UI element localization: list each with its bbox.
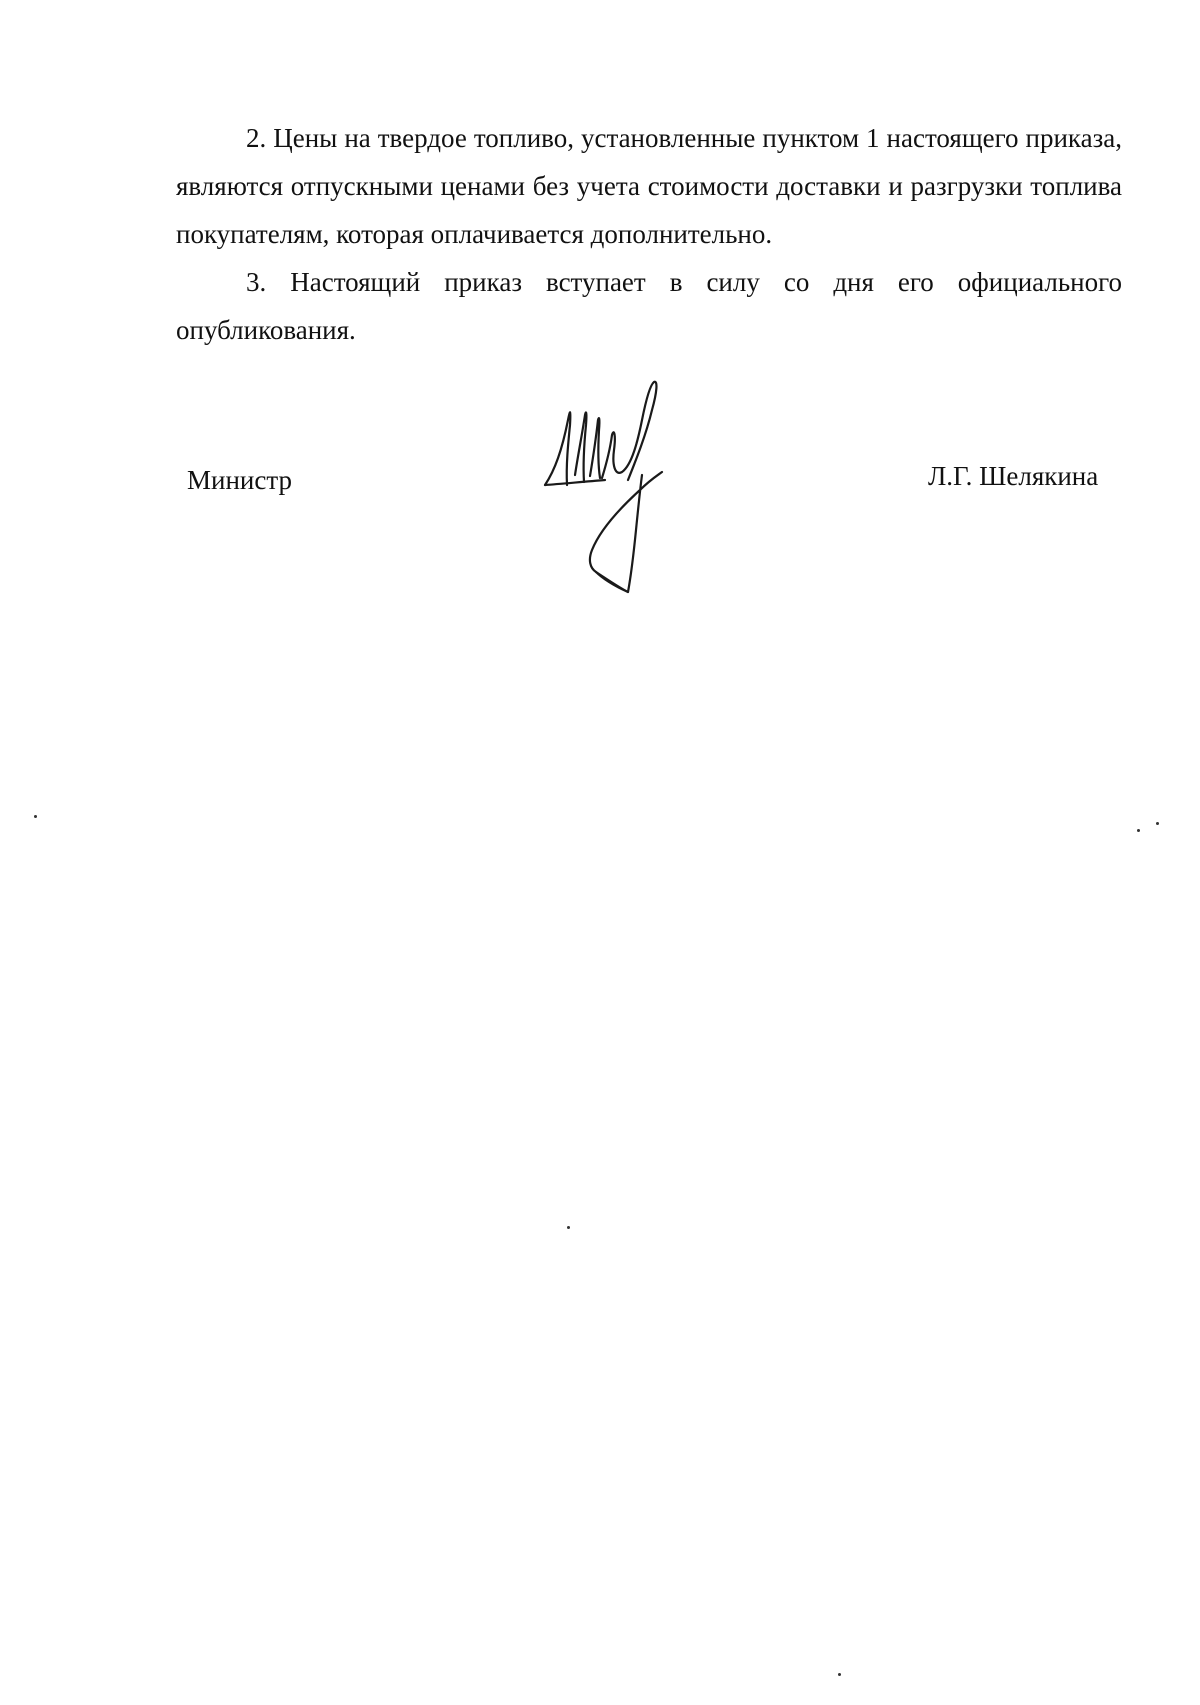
handwritten-signature xyxy=(540,380,700,600)
paragraph-2: 2. Цены на твердое топливо, установленные пунктом 1 настоящего приказа, являются отпускными ценами без учета стоимости доставки и разгрузки топлива покупателям, которая оплачивается дополнительно. xyxy=(176,123,1122,249)
scan-speck xyxy=(34,815,37,818)
signatory-title: Министр xyxy=(187,465,292,495)
scan-speck xyxy=(838,1673,841,1676)
paragraph-3: 3. Настоящий приказ вступает в силу со дня его официального опубликования. xyxy=(176,267,1122,345)
scan-speck xyxy=(1137,829,1140,832)
scan-speck xyxy=(1156,822,1159,825)
signatory-name: Л.Г. Шелякина xyxy=(928,461,1099,491)
scan-speck xyxy=(567,1226,570,1229)
